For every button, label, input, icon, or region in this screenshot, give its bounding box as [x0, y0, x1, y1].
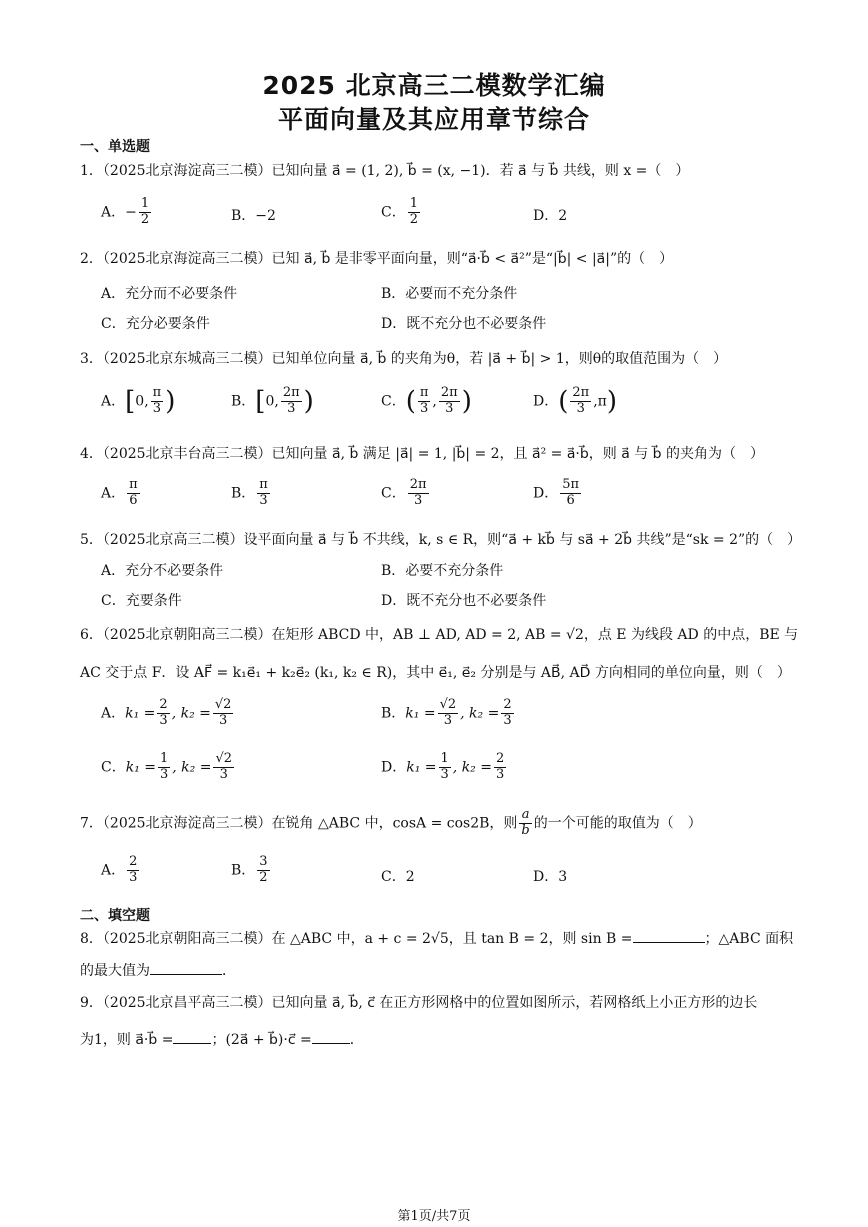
- denominator: 3: [440, 766, 449, 782]
- question-8-stem-line1: [80, 928, 793, 948]
- question-2-option-c: C．充分必要条件: [101, 316, 210, 332]
- denominator: 3: [495, 766, 505, 782]
- numerator: 2: [503, 697, 512, 712]
- question-5-stem: 5．（2025北京高三二模）设平面向量 a⃗ 与 b⃗ 不共线，k, s ∈ R，则“a⃗ + kb⃗ 与 sa⃗ + 2b⃗ 共线”是“sk = 2”的（ ）: [80, 532, 802, 548]
- question-7-option-d: D．3: [533, 869, 568, 885]
- question-6-option-d: [381, 752, 508, 783]
- denominator: 3: [445, 400, 454, 416]
- question-5-option-c: C．充要条件: [101, 593, 182, 609]
- numerator: √2: [215, 751, 233, 766]
- section-heading-fill-in: 二、填空题: [80, 908, 150, 924]
- question-2-option-b: B．必要而不充分条件: [381, 286, 518, 302]
- question-2-option-d: D．既不充分也不必要条件: [381, 316, 547, 332]
- option-label: A．: [101, 393, 126, 410]
- k2-symbol: , k₂ =: [460, 705, 500, 722]
- question-9-text: 为1，则 a⃗·b⃗ =: [80, 1032, 174, 1048]
- fraction: [560, 478, 581, 509]
- numerator: 2π: [572, 385, 590, 400]
- question-6-stem-line2: AC 交于点 F．设 AF⃗ = k₁e⃗₁ + k₂e⃗₂ (k₁, k₂ ∈ R)，其中 e⃗₁, e⃗₂ 分别是与 AB⃗, AD⃗ 方向相同的单位向量，则（ ）: [80, 665, 791, 681]
- question-9-stem-line1: 9．（2025北京昌平高三二模）已知向量 a⃗, b⃗, c⃗ 在正方形网格中的位置如图所示，若网格纸上小正方形的边长: [80, 995, 758, 1011]
- denominator: 3: [219, 712, 228, 728]
- denominator: 3: [576, 400, 585, 416]
- minus-sign: −: [125, 204, 137, 221]
- option-label: A．: [101, 705, 126, 722]
- numerator: 2: [129, 854, 138, 869]
- denominator: 3: [129, 869, 138, 885]
- fraction: [570, 386, 591, 417]
- question-4-option-d: [533, 478, 583, 509]
- question-1-option-a: [101, 197, 153, 228]
- question-3-option-c: C．( $\frac{\pi}{3}$ , $\frac{2\pi}{3}$ ): [381, 385, 472, 417]
- question-7-option-c: C．2: [381, 869, 415, 885]
- numerator: π: [419, 385, 429, 400]
- question-6-option-b: [381, 698, 516, 729]
- numerator: π: [129, 477, 138, 492]
- fraction: [257, 478, 270, 509]
- question-7-stem: [80, 808, 702, 839]
- option-label: A．: [101, 862, 126, 879]
- question-8-text-tail: ．: [222, 963, 236, 979]
- fraction: [418, 386, 431, 417]
- numerator: 3: [259, 854, 268, 869]
- option-label: B．: [231, 862, 256, 879]
- denominator: 6: [566, 492, 575, 508]
- question-7-stem-tail: 的一个可能的取值为（ ）: [533, 815, 702, 832]
- numerator: 1: [440, 751, 449, 766]
- denominator: 3: [420, 400, 429, 416]
- denominator: 3: [443, 712, 452, 728]
- question-8-text: 8．（2025北京朝阳高三二模）在 △ABC 中，a + c = 2√5，且 tan B = 2，则 sin B =: [80, 931, 633, 947]
- k2-symbol: , k₂ =: [171, 705, 211, 722]
- fraction: [157, 698, 169, 729]
- option-label: B．: [231, 485, 256, 502]
- k1-symbol: k₁ =: [406, 759, 437, 776]
- question-5-option-a: A．充分不必要条件: [101, 563, 224, 579]
- option-label: C．: [101, 759, 126, 776]
- option-label: B．: [231, 393, 256, 410]
- option-label: B．: [381, 705, 406, 722]
- option-label: D．: [533, 485, 559, 502]
- denominator: 6: [129, 492, 138, 508]
- fraction: [439, 752, 451, 783]
- k1-symbol: k₁ =: [405, 705, 436, 722]
- k2-symbol: , k₂ =: [452, 759, 492, 776]
- fraction: [494, 752, 506, 783]
- question-3-option-b: B．[0, $\frac{2\pi}{3}$ ): [231, 385, 314, 417]
- numerator: 2: [495, 751, 505, 766]
- denominator: b: [521, 822, 530, 838]
- question-5-option-b: B．必要不充分条件: [381, 563, 504, 579]
- interval-end: π: [597, 393, 607, 410]
- fraction: [438, 698, 459, 729]
- numerator: 2π: [440, 385, 458, 400]
- fraction: [127, 478, 140, 509]
- option-label: C．: [381, 204, 406, 221]
- denominator: 3: [160, 766, 169, 782]
- denominator: 3: [503, 712, 512, 728]
- page-footer: 第1页/共7页: [397, 1209, 471, 1224]
- fraction: [439, 386, 460, 417]
- option-label: D．: [381, 759, 407, 776]
- option-label: C．: [381, 485, 406, 502]
- denominator: 2: [259, 869, 268, 885]
- denominator: 3: [287, 400, 296, 416]
- answer-blank[interactable]: [150, 962, 222, 975]
- fraction: [213, 698, 234, 729]
- k1-symbol: k₁ =: [125, 759, 156, 776]
- fraction: [408, 478, 429, 509]
- numerator: 5π: [562, 477, 580, 492]
- option-label: D．: [533, 393, 559, 410]
- question-1-stem: 1．（2025北京海淀高三二模）已知向量 a⃗ = (1, 2), b⃗ = (x, −1)．若 a⃗ 与 b⃗ 共线，则 x =（ ）: [80, 163, 690, 179]
- fraction: [213, 752, 234, 783]
- question-6-option-a: [101, 698, 235, 729]
- section-heading-single-choice: 一、单选题: [80, 139, 150, 155]
- question-3-option-a: A．[0, $\frac{\pi}{3}$ ): [101, 385, 176, 417]
- fraction: [501, 698, 513, 729]
- question-9-text-tail: ．: [349, 1032, 364, 1048]
- fraction: [281, 386, 302, 417]
- fraction: [139, 197, 151, 228]
- question-8-text-tail: ；△ABC 面积: [704, 931, 794, 947]
- question-1-option-c: [381, 197, 422, 228]
- question-2-option-a: A．充分而不必要条件: [101, 286, 238, 302]
- answer-blank[interactable]: [312, 1031, 350, 1044]
- question-1-option-d: D．2: [533, 208, 568, 224]
- question-3-stem: 3．（2025北京东城高三二模）已知单位向量 a⃗, b⃗ 的夹角为θ，若 |a⃗ + b⃗| > 1，则θ的取值范围为（ ）: [80, 351, 728, 367]
- interval-start: 0,: [265, 393, 279, 410]
- numerator: 2π: [409, 477, 427, 492]
- numerator: π: [152, 385, 162, 400]
- k1-symbol: k₁ =: [125, 705, 156, 722]
- document-title-line2: 平面向量及其应用章节综合: [277, 105, 590, 134]
- question-8-stem-line2: [80, 960, 236, 980]
- interval-start: 0,: [135, 393, 149, 410]
- fraction: [408, 197, 420, 228]
- numerator: 1: [409, 196, 418, 211]
- denominator: 3: [219, 766, 228, 782]
- question-9-text-mid: ；(2a⃗ + b⃗)·c⃗ =: [211, 1032, 312, 1048]
- fraction: [158, 752, 170, 783]
- numerator: 1: [160, 751, 169, 766]
- option-label: A．: [101, 485, 126, 502]
- denominator: 3: [152, 400, 162, 416]
- denominator: 3: [159, 712, 168, 728]
- denominator: 2: [140, 211, 150, 227]
- question-4-stem: 4．（2025北京丰台高三二模）已知向量 a⃗, b⃗ 满足 |a⃗| = 1, |b⃗| = 2，且 a⃗² = a⃗·b⃗，则 a⃗ 与 b⃗ 的夹角为（ ）: [80, 446, 765, 462]
- answer-blank[interactable]: [633, 930, 705, 943]
- fraction: [257, 855, 269, 886]
- fraction: [127, 855, 139, 886]
- numerator: 2π: [282, 385, 300, 400]
- answer-blank[interactable]: [173, 1031, 211, 1044]
- question-4-option-b: [231, 478, 272, 509]
- fraction: [519, 808, 531, 839]
- numerator: √2: [439, 697, 457, 712]
- option-label: A．: [101, 204, 126, 221]
- numerator: √2: [214, 697, 232, 712]
- question-4-option-c: [381, 478, 431, 509]
- question-4-option-a: [101, 478, 142, 509]
- question-6-option-c: [101, 752, 236, 783]
- fraction: [151, 386, 164, 417]
- question-7-stem-text: 7．（2025北京海淀高三二模）在锐角 △ABC 中，cosA = cos2B，则: [80, 815, 518, 832]
- question-9-stem-line2: [80, 1029, 364, 1049]
- question-5-option-d: D．既不充分也不必要条件: [381, 593, 547, 609]
- question-1-option-b: B．−2: [231, 208, 276, 224]
- numerator: 2: [159, 697, 168, 712]
- denominator: 3: [259, 492, 268, 508]
- question-7-option-b: [231, 855, 272, 886]
- denominator: 2: [409, 211, 418, 227]
- option-label: C．: [381, 393, 406, 410]
- question-3-option-d: D．( $\frac{2\pi}{3}$ ,π): [533, 385, 618, 417]
- numerator: 1: [140, 196, 150, 211]
- denominator: 3: [413, 492, 423, 508]
- question-7-option-a: [101, 855, 141, 886]
- question-2-stem: 2．（2025北京海淀高三二模）已知 a⃗, b⃗ 是非零平面向量，则“a⃗·b⃗ < a⃗²”是“|b⃗| < |a⃗|”的（ ）: [80, 251, 674, 267]
- numerator: π: [259, 477, 268, 492]
- question-6-stem-line1: 6．（2025北京朝阳高三二模）在矩形 ABCD 中，AB ⊥ AD, AD = 2, AB = √2，点 E 为线段 AD 的中点，BE 与: [80, 627, 799, 643]
- numerator: a: [519, 808, 531, 824]
- document-title-line1: 2025 北京高三二模数学汇编: [262, 71, 606, 100]
- question-8-text: 的最大值为: [80, 963, 150, 979]
- k2-symbol: , k₂ =: [172, 759, 212, 776]
